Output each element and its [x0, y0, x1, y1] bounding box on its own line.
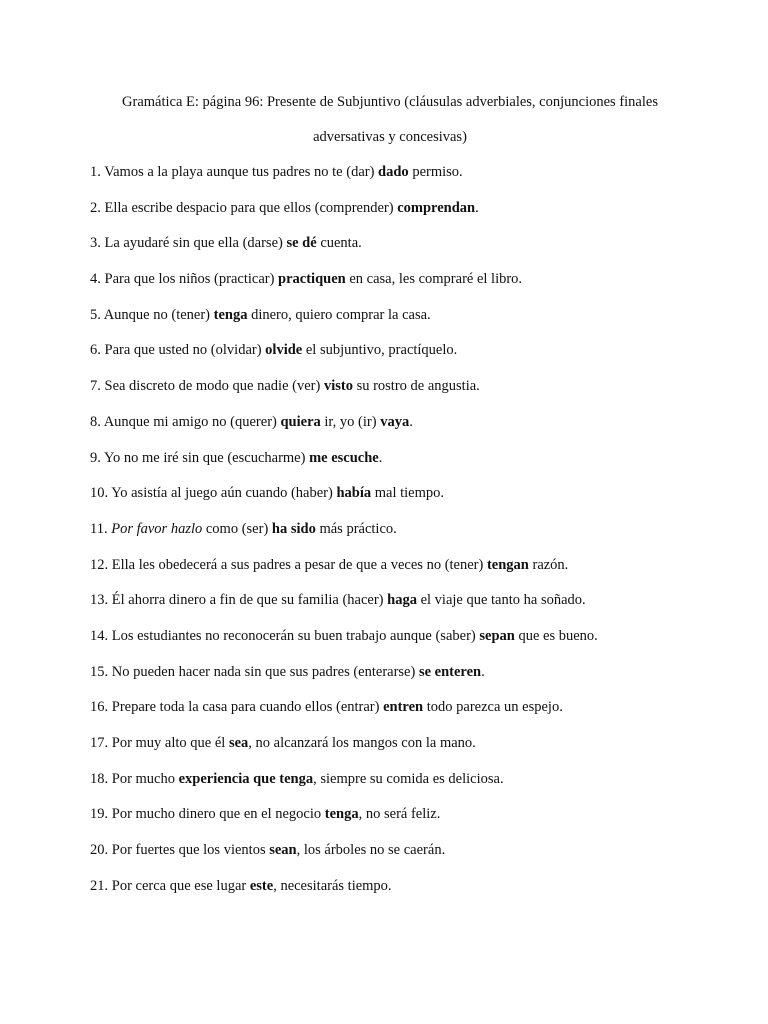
- item-text: Los estudiantes no reconocerán su buen trabajo aunque (saber): [111, 627, 480, 644]
- item-text: Por mucho dinero que en el negocio: [111, 806, 325, 823]
- item-text-end: , siempre su comida es deliciosa.: [313, 770, 504, 787]
- item-text-mid: ir, yo (ir): [320, 413, 381, 430]
- item-text: La ayudaré sin que ella (darse): [104, 235, 287, 252]
- item-answer: haga: [387, 592, 417, 609]
- item-text: Por mucho: [111, 770, 179, 787]
- item-text: Vamos a la playa aunque tus padres no te (dar): [104, 164, 379, 180]
- item-text-end: más práctico.: [315, 520, 397, 537]
- item-number: 7.: [90, 378, 105, 395]
- item-answer: olvide: [265, 342, 303, 359]
- item-text-end: dinero, quiero comprar la casa.: [247, 306, 431, 323]
- exercise-item: [90, 483, 730, 519]
- item-number: 8.: [90, 413, 104, 430]
- item-answer: sea: [228, 735, 249, 751]
- item-text: Él ahorra dinero a fin de que su familia (hacer): [111, 592, 388, 609]
- item-text: Aunque no (tener): [103, 306, 214, 323]
- exercise-list: [90, 162, 730, 911]
- exercise-item: [90, 626, 730, 662]
- page-title-line-2: adversativas y concesivas): [313, 129, 467, 145]
- item-number: 14.: [90, 627, 112, 644]
- exercise-item: [90, 697, 730, 733]
- exercise-item: [90, 876, 730, 912]
- item-text-end: su rostro de angustia.: [352, 378, 480, 395]
- item-number: 13.: [90, 592, 112, 609]
- item-number: 19.: [90, 806, 112, 823]
- item-answer: experiencia que tenga: [178, 770, 314, 787]
- page-title-line-1: Gramática E: página 96: Presente de Subjuntivo (cláusulas adverbiales, conjunciones finales: [122, 94, 658, 110]
- exercise-item: [90, 555, 730, 591]
- exercise-item: [90, 840, 730, 876]
- item-answer: dado: [378, 164, 409, 180]
- item-text: Para que usted no (olvidar): [104, 342, 266, 359]
- item-text: Yo asistía al juego aún cuando (haber): [111, 485, 337, 502]
- item-text-end: cuenta.: [316, 235, 362, 252]
- item-text-end: razón.: [528, 556, 569, 573]
- item-answer: tenga: [213, 306, 248, 323]
- item-answer: sean: [269, 842, 297, 859]
- item-text: Sea discreto de modo que nadie (ver): [104, 378, 324, 395]
- item-text: Por fuertes que los vientos: [111, 842, 270, 859]
- item-number: 5.: [90, 306, 104, 323]
- item-answer: comprendan: [397, 199, 476, 216]
- item-italic-text: Por favor hazlo: [111, 520, 203, 537]
- exercise-item: [90, 198, 730, 234]
- exercise-item: [90, 733, 730, 769]
- exercise-item: [90, 305, 730, 341]
- item-number: 10.: [90, 485, 112, 502]
- item-text-end: todo parezca un espejo.: [423, 699, 563, 716]
- item-text-end: , no será feliz.: [358, 806, 441, 823]
- item-answer: quiera: [280, 413, 321, 430]
- item-number: 17.: [90, 735, 112, 751]
- item-number: 9.: [90, 449, 104, 466]
- exercise-item: [90, 412, 730, 448]
- item-number: 3.: [90, 235, 105, 252]
- item-text-end: , necesitarás tiempo.: [273, 877, 392, 894]
- item-text-end: , los árboles no se caerán.: [296, 842, 446, 859]
- item-number: 15.: [90, 663, 112, 680]
- item-answer: practiquen: [278, 271, 346, 288]
- item-number: 20.: [90, 842, 112, 859]
- item-answer: ha sido: [271, 520, 316, 537]
- item-number: 11.: [90, 520, 112, 537]
- item-number: 2.: [90, 199, 105, 216]
- item-text-end: .: [481, 663, 485, 680]
- item-text-end: mal tiempo.: [371, 485, 445, 502]
- item-number: 16.: [90, 699, 112, 716]
- item-text: Ella les obedecerá a sus padres a pesar de que a veces no (tener): [111, 556, 487, 573]
- item-answer: visto: [323, 378, 353, 395]
- exercise-item: [90, 804, 730, 840]
- exercise-item: [90, 233, 730, 269]
- item-answer: me escuche: [309, 449, 379, 466]
- item-answer: tengan: [486, 556, 529, 573]
- item-number: 1.: [90, 164, 105, 180]
- item-number: 21.: [90, 877, 112, 894]
- exercise-item: [90, 162, 730, 198]
- item-number: 6.: [90, 342, 105, 359]
- item-text-end: el subjuntivo, practíquelo.: [302, 342, 458, 359]
- exercise-item: [90, 519, 730, 555]
- item-answer: este: [249, 877, 274, 894]
- item-text-end: , no alcanzará los mangos con la mano.: [248, 735, 476, 751]
- item-answer: tenga: [324, 806, 359, 823]
- item-text: Yo no me iré sin que (escucharme): [103, 449, 310, 466]
- item-text: Por cerca que ese lugar: [111, 877, 250, 894]
- item-text: como (ser): [202, 520, 272, 537]
- item-number: 4.: [90, 271, 105, 288]
- exercise-item: [90, 269, 730, 305]
- item-text-end: .: [378, 449, 383, 466]
- item-text: No pueden hacer nada sin que sus padres (enterarse): [111, 663, 419, 680]
- item-answer: había: [336, 485, 372, 502]
- item-text-end: permiso.: [408, 164, 463, 180]
- item-answer: sepan: [479, 627, 515, 644]
- exercise-item: [90, 769, 730, 805]
- item-text: Ella escribe despacio para que ellos (comprender): [104, 199, 398, 216]
- item-text: Prepare toda la casa para cuando ellos (entrar): [111, 699, 384, 716]
- exercise-item: [90, 662, 730, 698]
- item-number: 18.: [90, 770, 112, 787]
- item-text-end: el viaje que tanto ha soñado.: [416, 592, 586, 609]
- item-text: Para que los niños (practicar): [104, 271, 279, 288]
- item-text-end: .: [409, 413, 413, 430]
- item-text: Por muy alto que él: [111, 735, 229, 751]
- item-answer: se enteren: [418, 663, 482, 680]
- item-text-end: que es bueno.: [514, 627, 598, 644]
- item-answer: se dé: [286, 235, 317, 252]
- exercise-item: [90, 590, 730, 626]
- exercise-item: [90, 340, 730, 376]
- item-text: Aunque mi amigo no (querer): [103, 413, 281, 430]
- item-answer-2: vaya: [380, 413, 410, 430]
- item-number: 12.: [90, 556, 112, 573]
- item-text-end: .: [475, 199, 479, 216]
- item-answer: entren: [383, 699, 424, 716]
- exercise-item: [90, 376, 730, 412]
- item-text-end: en casa, les compraré el libro.: [345, 271, 523, 288]
- exercise-item: [90, 448, 730, 484]
